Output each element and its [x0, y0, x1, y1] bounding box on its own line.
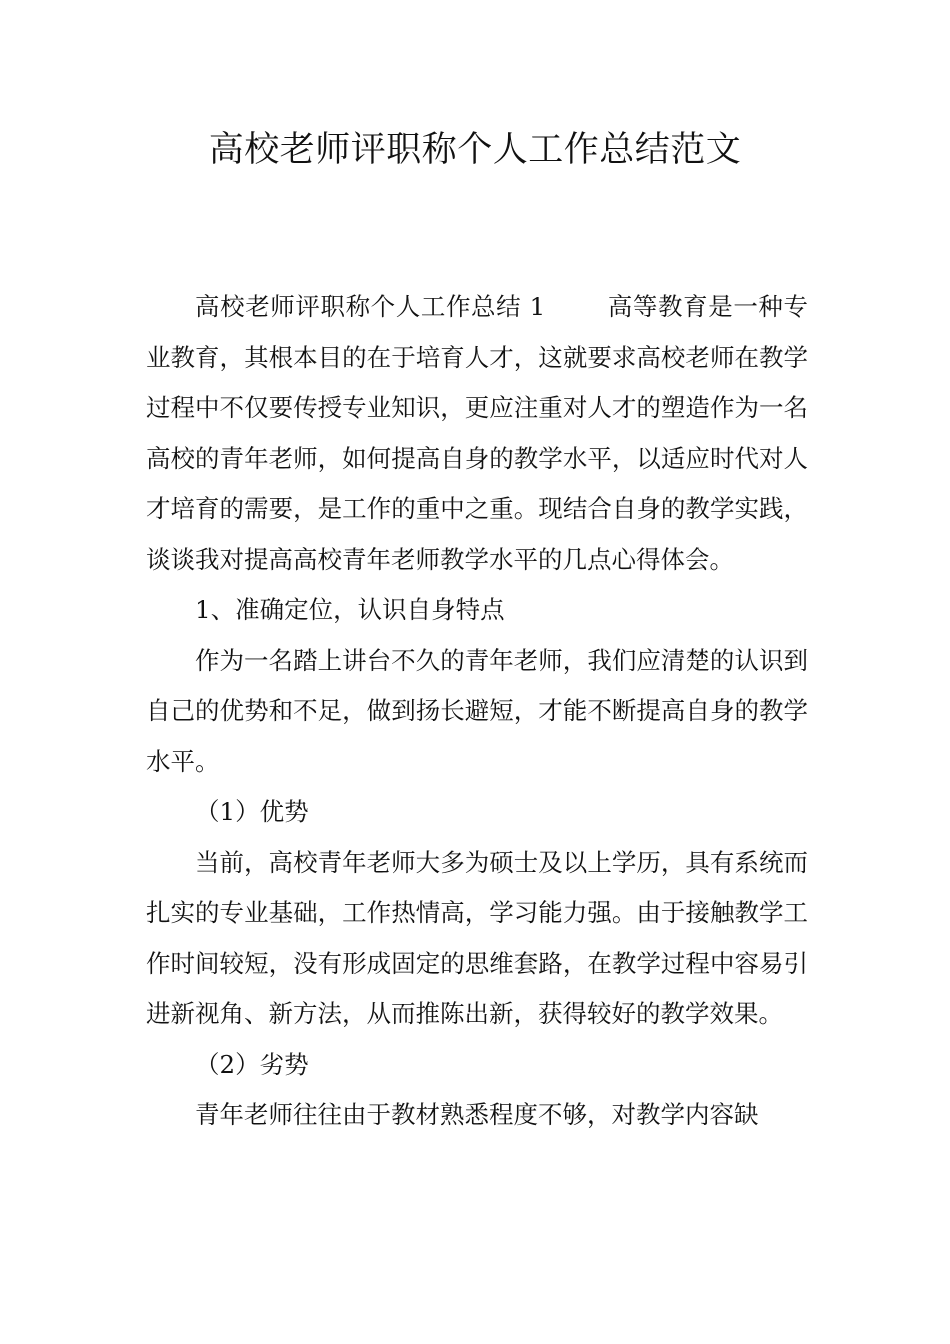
paragraph-text: 青年老师往往由于教材熟悉程度不够，对教学内容缺: [195, 1100, 759, 1129]
paragraph-heading-weaknesses: （2）劣势: [195, 1049, 309, 1079]
paragraph-intro: [146, 282, 808, 585]
paragraph-heading-1: 1、准确定位，认识自身特点: [195, 595, 505, 624]
paragraph-text: 作为一名踏上讲台不久的青年老师，我们应清楚的认识到自己的优势和不足，做到扬长避短，才能不断提高自身的教学水平。: [146, 645, 808, 776]
paragraph-heading-strengths: （1）优势: [195, 797, 309, 826]
section-heading: 高校老师评职称个人工作总结 1: [195, 292, 546, 321]
paragraph-text: 高等教育是一种专业教育，其根本目的在于培育人才，这就要求高校老师在教学过程中不仅要传授专业知识，更应注重对人才的塑造作为一名高校的青年老师，如何提高自身的教学水平，以适应时代对人才培育的需要，是工作的重中之重。现结合自身的教学实践，谈谈我对提高高校青年老师教学水平的几点心得体会。: [146, 292, 809, 574]
paragraph-text: 当前，高校青年老师大多为硕士及以上学历，具有系统而扎实的专业基础，工作热情高，学习能力强。由于接触教学工作时间较短，没有形成固定的思维套路，在教学过程中容易引进新视角、新方法，从而推陈出新，获得较好的教学效果。: [146, 847, 808, 1028]
page-title: 高校老师评职称个人工作总结范文: [208, 130, 742, 170]
document-body: [146, 282, 808, 1141]
